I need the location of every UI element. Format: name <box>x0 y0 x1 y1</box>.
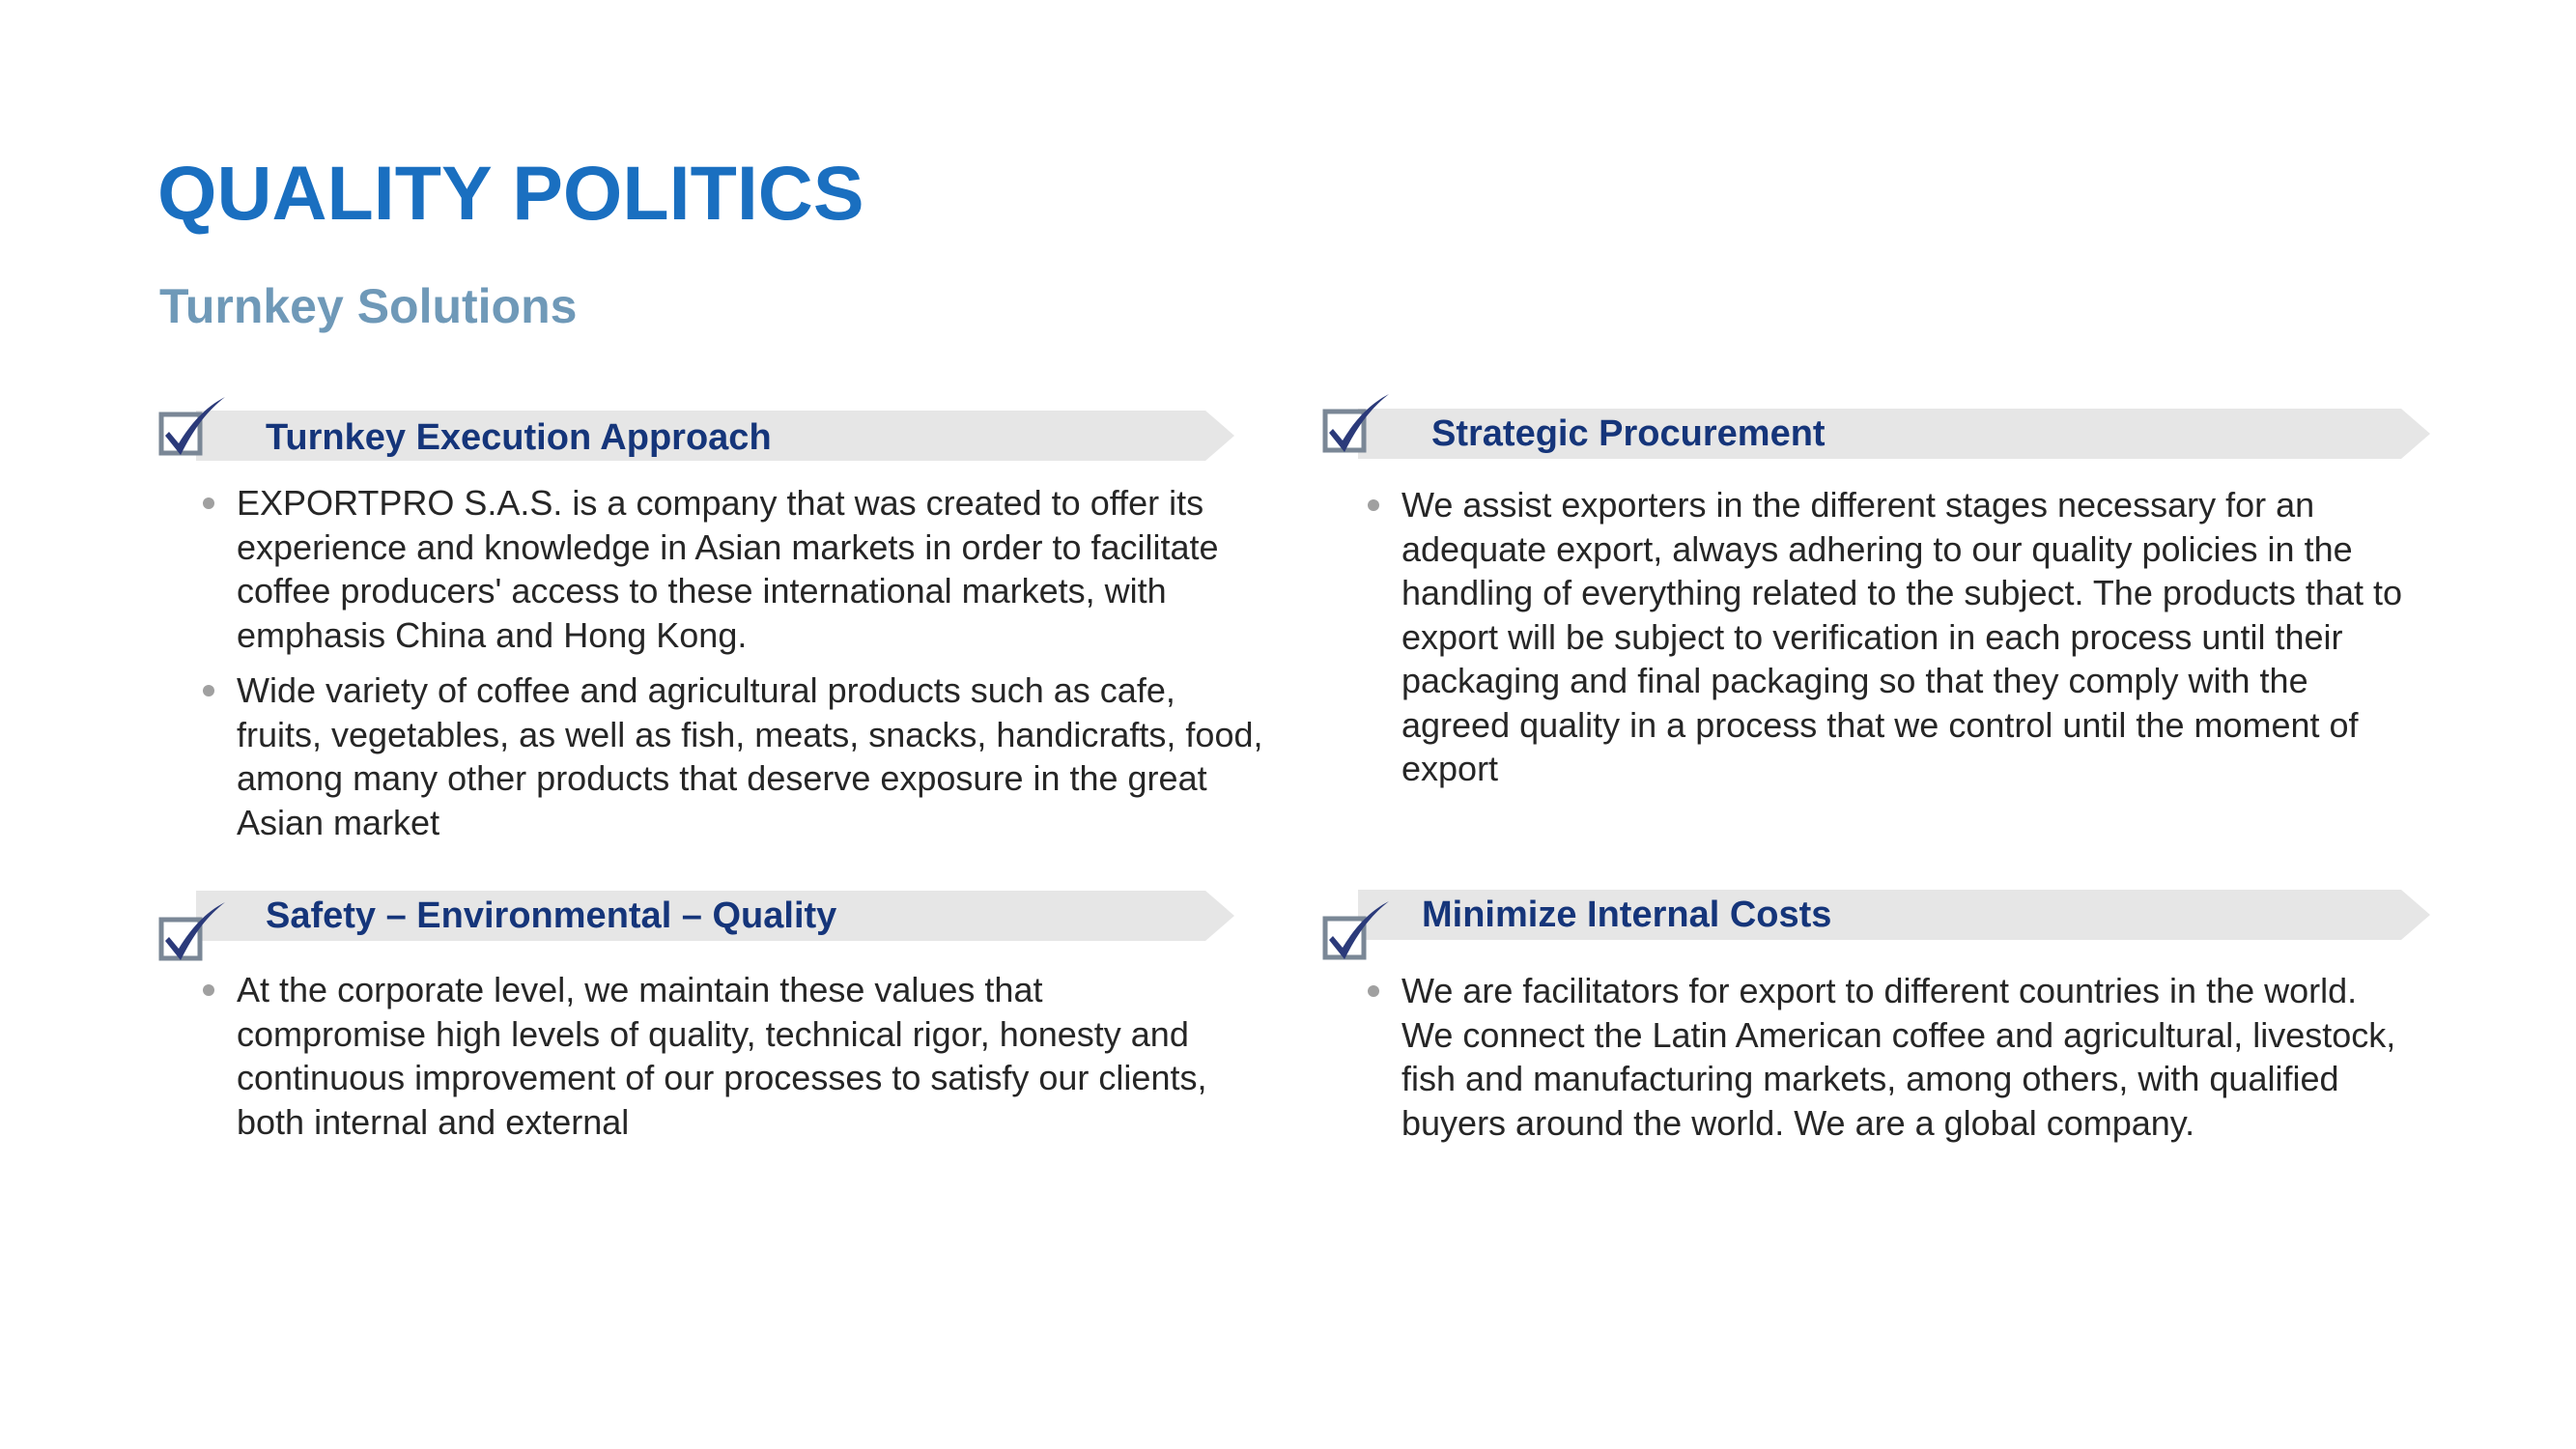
bullet-dot <box>203 685 214 696</box>
section-safety-environmental-quality <box>181 891 1262 1161</box>
bullet-dot <box>1368 985 1379 997</box>
checkbox-checked-icon <box>1319 392 1397 460</box>
section-title: Turnkey Execution Approach <box>266 417 772 458</box>
list-item <box>179 968 1222 1144</box>
section-strategic-procurement <box>1345 409 2426 795</box>
section-title: Safety – Environmental – Quality <box>266 895 837 936</box>
bullet-list <box>1344 969 2396 1156</box>
checkbox-checked-icon <box>156 395 233 463</box>
list-item <box>1344 483 2425 791</box>
bullet-list <box>179 968 1222 1155</box>
bullet-text: We are facilitators for export to different countries in the world. We connect the Latin American coffee and agricultural, livestock, fish and manufacturing markets, among others, with qualified buyers around the world. We are a global company. <box>1401 971 2396 1143</box>
page-title: QUALITY POLITICS <box>157 150 864 236</box>
section-title: Strategic Procurement <box>1431 413 1826 454</box>
bullet-text: Wide variety of coffee and agricultural products such as cafe, fruits, vegetables, as well as fish, meats, snacks, handicrafts, food, among many other products that deserve exposure in the great Asian market <box>237 670 1263 842</box>
checkbox-checked-icon <box>1319 899 1397 967</box>
bullet-dot <box>203 497 214 509</box>
bullet-text: EXPORTPRO S.A.S. is a company that was created to offer its experience and knowledge in Asian markets in order to facilitate coffee producers' access to these international markets, with emphasis China and Hong Kong. <box>237 483 1219 655</box>
checkbox-checked-icon <box>156 900 233 968</box>
section-title: Minimize Internal Costs <box>1422 895 1832 935</box>
page-subtitle: Turnkey Solutions <box>159 279 578 333</box>
list-item <box>1344 969 2396 1145</box>
list-item <box>179 481 1265 657</box>
bullet-text: At the corporate level, we maintain these values that compromise high levels of quality, technical rigor, honesty and continuous improvement of our processes to satisfy our clients, both internal and external <box>237 970 1207 1142</box>
list-item <box>179 668 1265 844</box>
section-turnkey-execution <box>181 411 1262 855</box>
bullet-dot <box>203 984 214 996</box>
bullet-text: We assist exporters in the different stages necessary for an adequate export, always adhering to our quality policies in the handling of everything related to the subject. The products that to export will be subject to verification in each process until their packaging and final packaging so that they comply with the agreed quality in a process that we control until the moment of export <box>1401 485 2403 788</box>
bullet-list <box>1344 483 2425 803</box>
bullet-list <box>179 481 1265 856</box>
bullet-dot <box>1368 499 1379 511</box>
section-minimize-internal-costs <box>1345 890 2426 1160</box>
